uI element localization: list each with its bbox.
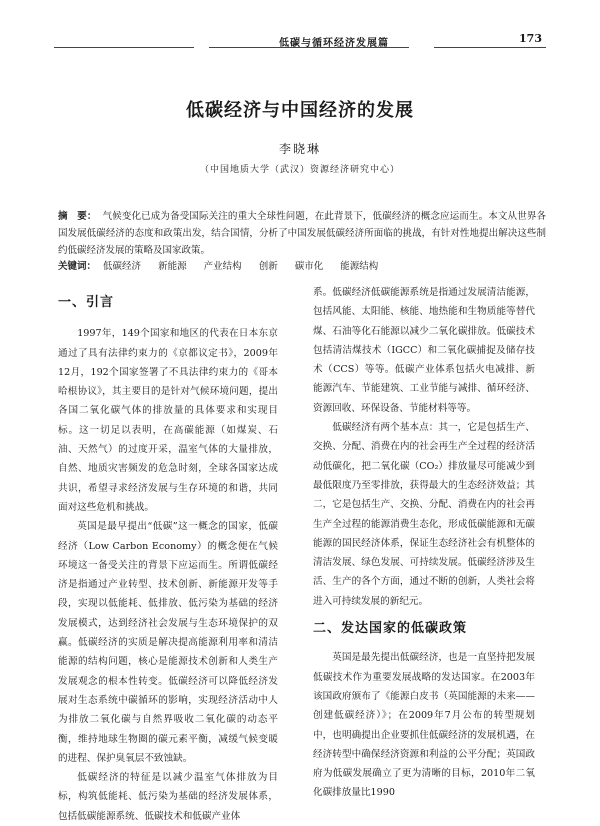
keywords	[58, 258, 546, 272]
abstract	[58, 208, 546, 259]
running-title: 低碳与循环经济发展篇	[279, 38, 389, 49]
paragraph: 1997年，149个国家和地区的代表在日本东京通过了具有法律约束力的《京都议定书》，2009年12月，192个国家签署了不具法律约束力的《哥本哈根协议》，其主要目的是针对气候环境问题，提出各国二氧化碳气体的排放量的具体要求和实现目标。这一切足以表明，在高碳能源（如煤炭、石油、天然气）的过度开采，温室气体的大量排放，自然、地质灾害频发的危急时刻，全球各国家达成共识，希望寻求经济发展与生存环境的和谐，共同面对这些危机和挑战。	[58, 328, 278, 513]
paragraph: 英国是最先提出低碳经济，也是一直坚持把发展低碳技术作为重要发展战略的发达国家。在2003年该国政府颁布了《能源白皮书（英国能源的未来——创建低碳经济）》；在2009年7月公布的转型规划中，也明确提出企业要抓住低碳经济的发展机遇，在经济转型中确保经济资源和利益的公平分配；英国政府为低碳发展确立了更为清晰的目标，2010年二氧化碳排放量比1990	[313, 652, 535, 799]
abstract-label: 摘 要：	[58, 211, 97, 222]
paragraph: 低碳经济有两个基本点：其一，它是包括生产、交换、分配、消费在内的社会再生产全过程的经济活动低碳化，把二氧化碳（CO₂）排放量尽可能减少到最低限度乃至零排放，获得最大的生态经济效益；其二，它是包括生产、交换、分配、消费在内的社会再生产全过程的能源消费生态化，形成低碳能源和无碳能源的国民经济体系，保证生态经济社会有机整体的清洁发展、绿色发展、可持续发展。低碳经济涉及生活、生产的各个方面，通过不断的创新，人类社会将进入可持续发展的新纪元。	[313, 422, 535, 607]
header-rule-left	[54, 47, 194, 48]
page-header	[54, 30, 546, 52]
header-rule-right	[434, 47, 546, 48]
left-column	[58, 285, 278, 826]
keyword: 碳市化	[294, 261, 324, 272]
keywords-label: 关键词：	[58, 261, 97, 272]
keyword: 新能源	[158, 261, 187, 272]
article-title: 低碳经济与中国经济的发展	[186, 100, 414, 121]
paragraph: 低碳经济的特征是以减少温室气体排放为目标，构筑低能耗、低污染为基础的经济发展体系，包括低碳能源系统、低碳技术和低碳产业体	[58, 772, 278, 822]
paragraph: 英国是最早提出“低碳”这一概念的国家，低碳经济（Low Carbon Economy）的概念便在气候环境这一备受关注的背景下应运而生。所谓低碳经济是指通过产业转型、技术创新、新能源开发等手段，实现以低能耗、低排放、低污染为基础的经济发展模式，达到经济社会发展与生态环境保护的双赢。低碳经济的实质是解决提高能源利用率和清洁能源的结构问题，核心是能源技术创新和人类生产发展观念的根本性转变。低碳经济可以降低经济发展对生态系统中碳循环的影响，实现经济活动中人为排放二氧化碳与自然界吸收二氧化碳的动态平衡，维持地球生物圈的碳元素平衡，减缓气候变暖的进程、保护臭氧层不致蚀缺。	[58, 521, 278, 764]
author-affiliation: （中国地质大学（武汉）资源经济研究中心）	[199, 165, 400, 175]
keyword: 能源结构	[340, 261, 379, 272]
page-number: 173	[519, 32, 542, 45]
keyword: 产业结构	[203, 261, 242, 272]
keyword: 低碳经济	[103, 261, 142, 272]
section-heading-developed-countries: 二、发达国家的低碳政策	[313, 621, 468, 637]
paragraph: 系。低碳经济低碳能源系统是指通过发展清洁能源，包括风能、太阳能、核能、地热能和生物质能等替代煤、石油等化石能源以减少二氧化碳排放。低碳技术包括清洁煤技术（IGCC）和二氧化碳捕捉及储存技术（CCS）等等。低碳产业体系包括火电减排、新能源汽车、节能建筑、工业节能与减排、循环经济、资源回收、环保设备、节能材料等等。	[313, 287, 535, 414]
abstract-text: 气候变化已成为备受国际关注的重大全球性问题，在此背景下，低碳经济的概念应运而生。本文从世界各国发展低碳经济的态度和政策出发，结合国情，分析了中国发展低碳经济所面临的挑战，有针对性地提出解决这些制约低碳经济发展的策略及国家政策。	[58, 211, 546, 256]
keyword: 创新	[258, 261, 278, 272]
section-heading-introduction: 一、引言	[58, 295, 115, 310]
right-column	[313, 283, 535, 803]
author-name: 李晓琳	[278, 142, 321, 156]
